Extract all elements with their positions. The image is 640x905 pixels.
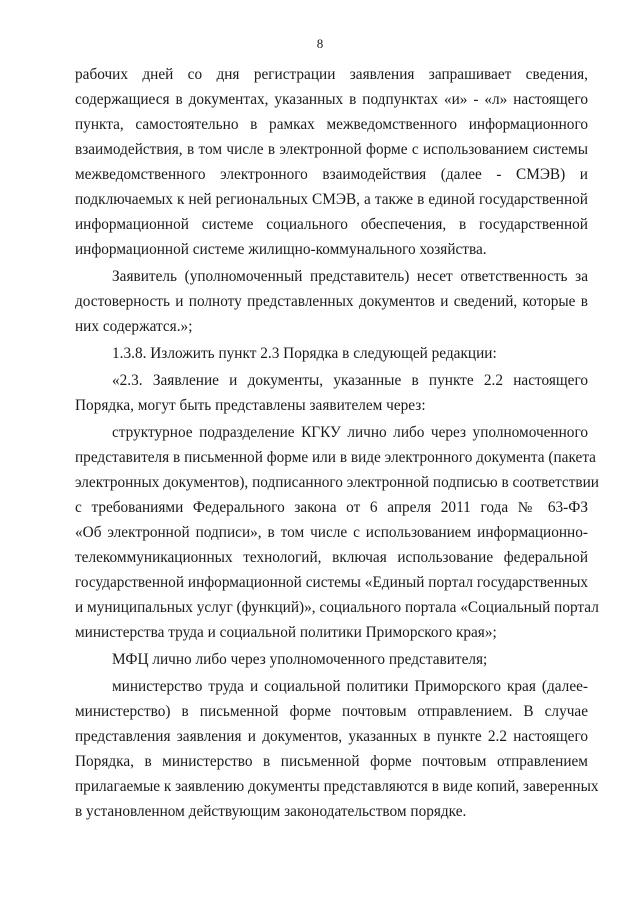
- text-line: рабочих дней со дня регистрации заявления запрашивает сведения,: [75, 66, 588, 83]
- text-line: подключаемых к ней региональных СМЭВ, а также в единой государственной: [75, 191, 588, 208]
- text-line: министерство) в письменной форме почтовым отправлением. В случае: [75, 703, 588, 720]
- text-line: телекоммуникационных технологий, включая использование федеральной: [75, 549, 588, 566]
- text-line: министерство труда и социальной политики Приморского края (далее-: [112, 678, 588, 695]
- text-line: представления заявления и документов, указанных в пункте 2.2 настоящего: [75, 728, 588, 745]
- text-line: пункта, самостоятельно в рамках межведомственного информационного: [75, 116, 588, 133]
- text-line: 1.3.8. Изложить пункт 2.3 Порядка в следующей редакции:: [112, 345, 497, 362]
- text-line: «2.3. Заявление и документы, указанные в пункте 2.2 настоящего: [112, 372, 588, 389]
- text-line: информационной системе жилищно-коммунального хозяйства.: [75, 241, 487, 258]
- text-line: представителя в письменной форме или в виде электронного документа (пакета: [75, 449, 596, 466]
- text-line: министерства труда и социальной политики Приморского края»;: [75, 624, 497, 641]
- text-line: с требованиями Федерального закона от 6 апреля 2011 года № 63-ФЗ: [75, 499, 588, 516]
- text-line: межведомственного электронного взаимодействия (далее - СМЭВ) и: [75, 166, 588, 183]
- text-line: достоверность и полноту представленных документов и сведений, которые в: [75, 293, 588, 310]
- page-number: 8: [316, 36, 324, 51]
- text-line: МФЦ лично либо через уполномоченного представителя;: [112, 651, 488, 668]
- text-line: в установленном действующим законодательством порядке.: [75, 803, 467, 820]
- text-line: «Об электронной подписи», в том числе с использованием информационно-: [75, 524, 588, 541]
- text-line: содержащиеся в документах, указанных в подпунктах «и» - «л» настоящего: [75, 91, 588, 108]
- text-line: государственной информационной системы «Единый портал государственных: [75, 574, 588, 591]
- text-line: и муниципальных услуг (функций)», социального портала «Социальный портал: [75, 599, 599, 616]
- text-line: прилагаемые к заявлению документы представляются в виде копий, заверенных: [75, 778, 599, 795]
- text-line: них содержатся.»;: [75, 318, 193, 335]
- text-line: структурное подразделение КГКУ лично либо через уполномоченного: [112, 424, 588, 441]
- text-line: Порядка, в министерство в письменной форме почтовым отправлением: [75, 753, 588, 770]
- text-line: Заявитель (уполномоченный представитель) несет ответственность за: [112, 268, 588, 285]
- text-line: информационной системе социального обеспечения, в государственной: [75, 216, 588, 233]
- text-line: электронных документов), подписанного электронной подписью в соответствии: [75, 474, 599, 491]
- text-line: взаимодействия, в том числе в электронной форме с использованием системы: [75, 141, 588, 158]
- text-line: Порядка, могут быть представлены заявителем через:: [75, 397, 426, 414]
